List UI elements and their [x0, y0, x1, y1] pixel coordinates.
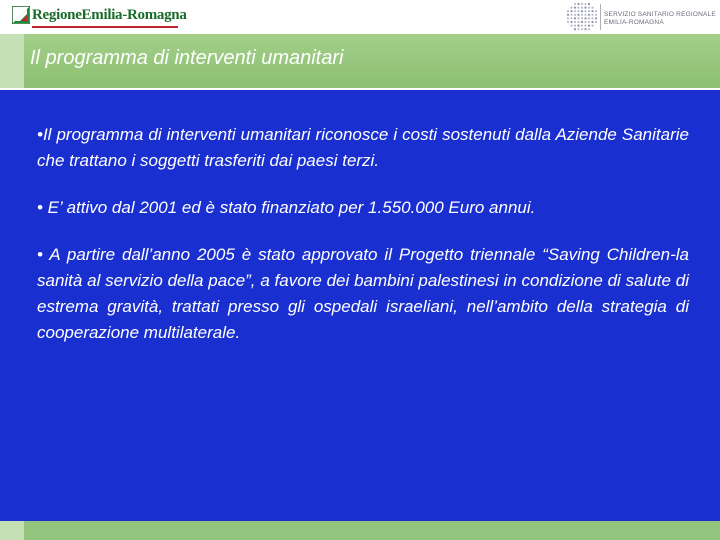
- content-panel: [0, 90, 720, 524]
- region-logo-underline: [32, 26, 178, 28]
- bullet-list: [37, 122, 689, 367]
- bottom-strip-accent: [0, 521, 24, 540]
- dotted-grid-logo-icon: [566, 2, 598, 32]
- bullet-item: • A partire dall’anno 2005 è stato approvato il Progetto triennale “Saving Children-la sanità al servizio della pace”, a favore dei bambini palestinesi in condizione di salute di estrema gravità, trattati presso gli ospedali israeliani, nell’ambito della strategia di cooperazione multilaterale.: [37, 245, 689, 342]
- bottom-strip: [0, 521, 720, 540]
- header: [0, 0, 720, 34]
- slide-title: Il programma di interventi umanitari: [30, 47, 344, 69]
- bullet-item: • E’ attivo dal 2001 ed è stato finanziato per 1.550.000 Euro annui.: [37, 198, 536, 217]
- regione-emilia-romagna-logo: [12, 6, 187, 30]
- region-flag-icon: [12, 6, 30, 24]
- health-service-line1: SERVIZIO SANITARIO REGIONALE: [604, 11, 716, 18]
- health-service-line2: EMILIA-ROMAGNA: [604, 19, 664, 26]
- bullet-item: •Il programma di interventi umanitari riconosce i costi sostenuti dalla Aziende Sanitarie che trattano i soggetti trasferiti dai paesi terzi.: [37, 125, 689, 170]
- title-band-accent: [0, 34, 24, 88]
- region-logo-text: RegioneEmilia-Romagna: [32, 7, 187, 23]
- logo-divider: [600, 4, 601, 30]
- servizio-sanitario-logo: [566, 2, 716, 32]
- title-band: [0, 34, 720, 88]
